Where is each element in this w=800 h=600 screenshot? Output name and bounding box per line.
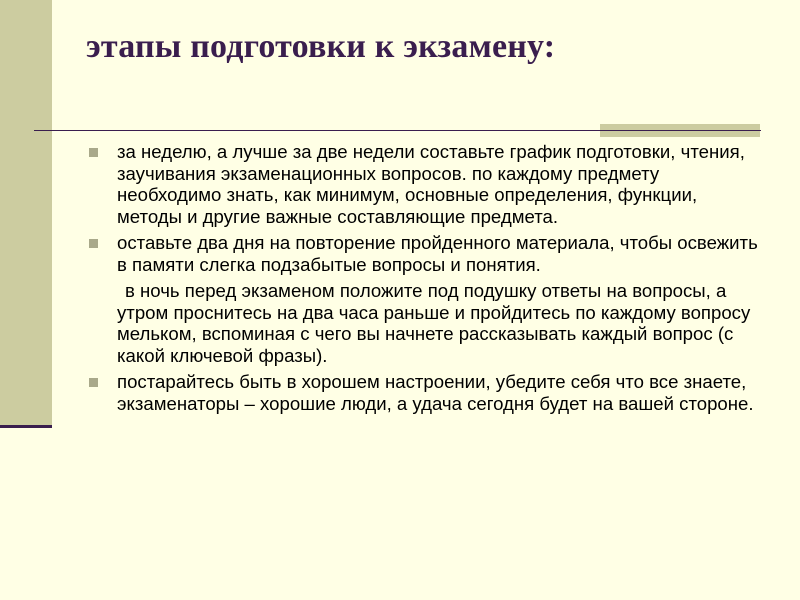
list-item xyxy=(86,280,766,366)
list-item xyxy=(86,141,766,227)
bullet-list xyxy=(86,141,766,419)
square-bullet-icon xyxy=(89,378,98,387)
list-item xyxy=(86,371,766,414)
slide-title: этапы подготовки к экзамену: xyxy=(86,28,556,65)
list-item-text: за неделю, а лучше за две недели составьте график подготовки, чтения, заучивания экзаменационных вопросов. по каждому предмету необходимо знать, как минимум, основные определения, функции, методы и другие важные составляющие предмета. xyxy=(117,141,745,227)
list-item-text: оставьте два дня на повторение пройденного материала, чтобы освежить в памяти слегка подзабытые вопросы и понятия. xyxy=(117,232,758,275)
sidebar-underline xyxy=(0,425,52,428)
sidebar-decoration xyxy=(0,0,52,428)
square-bullet-icon xyxy=(89,148,98,157)
list-item-text: в ночь перед экзаменом положите под подушку ответы на вопросы, а утром проснитесь на два часа раньше и пройдитесь по каждому вопросу мельком, вспоминая с чего вы начнете рассказывать каждый вопрос (с какой ключевой фразы). xyxy=(117,280,751,366)
list-item xyxy=(86,232,766,275)
square-bullet-icon xyxy=(89,239,98,248)
list-item-text: постарайтесь быть в хорошем настроении, убедите себя что все знаете, экзаменаторы – хорошие люди, а удача сегодня будет на вашей стороне. xyxy=(117,371,754,414)
title-divider-line xyxy=(600,130,760,131)
